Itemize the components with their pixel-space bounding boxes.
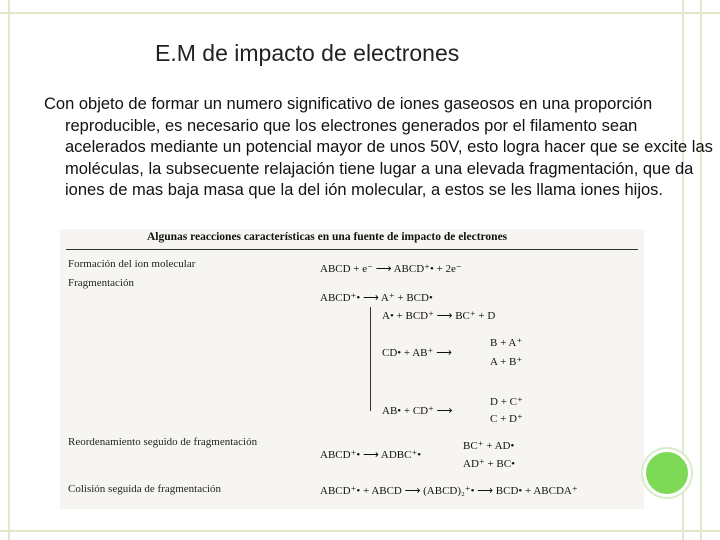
body-paragraph: Con objeto de formar un numero significativo de iones gaseosos en una proporción reproducible, es necesario que los electrones generados por el filamento sean acelerados mediante un potencial mayor de unos 50V, esto logra hacer que se excite las moléculas, la subsecuente relajación tiene lugar a una elevada fragmentación, que da iones de mas baja masa que la del ión molecular, a estos se les llama iones hijos.	[44, 95, 713, 199]
figure-title: Algunas reacciones características en una fuente de impacto de electrones	[147, 231, 508, 243]
frame-right-line-2	[700, 0, 702, 540]
frame-bottom-line	[0, 530, 720, 532]
frame-top-line	[0, 12, 720, 14]
reaction-fragmentation-3: CD• + AB⁺ ⟶	[382, 347, 452, 359]
reaction-fragmentation-2: A• + BCD⁺ ⟶ BC⁺ + D	[382, 310, 496, 322]
label-fragmentacion: Fragmentación	[68, 277, 134, 289]
reaction-fragmentation-4a: D + C⁺	[490, 396, 523, 408]
frame-left-line	[8, 0, 10, 540]
reaction-fragmentation-3b: A + B⁺	[490, 356, 523, 368]
reaction-collision: ABCD⁺• + ABCD ⟶ (ABCD)₂⁺• ⟶ BCD• + ABCDA⁺	[320, 485, 578, 497]
label-ion-molecular: Formación del ion molecular	[68, 258, 196, 270]
reaction-fragmentation-3a: B + A⁺	[490, 337, 523, 349]
reaction-rearrangement-b: AD⁺ + BC•	[463, 458, 515, 470]
reaction-ionization: ABCD + e⁻ ⟶ ABCD⁺• + 2e⁻	[320, 263, 462, 275]
reaction-rearrangement-a: BC⁺ + AD•	[463, 440, 515, 452]
reaction-fragmentation-4: AB• + CD⁺ ⟶	[382, 405, 453, 417]
figure-rule-top	[66, 249, 638, 250]
reactions-figure	[60, 229, 644, 509]
reaction-rearrangement: ABCD⁺• ⟶ ADBC⁺•	[320, 449, 422, 461]
reaction-fragmentation-4b: C + D⁺	[490, 413, 523, 425]
label-reordenamiento: Reordenamiento seguido de fragmentación	[68, 436, 258, 448]
fragmentation-branch-line	[370, 307, 371, 411]
label-colision: Colisión seguida de fragmentación	[68, 483, 222, 495]
reaction-fragmentation-1: ABCD⁺• ⟶ A⁺ + BCD•	[320, 292, 433, 304]
slide-title: E.M de impacto de electrones	[155, 40, 460, 66]
decorative-circle	[643, 449, 691, 497]
